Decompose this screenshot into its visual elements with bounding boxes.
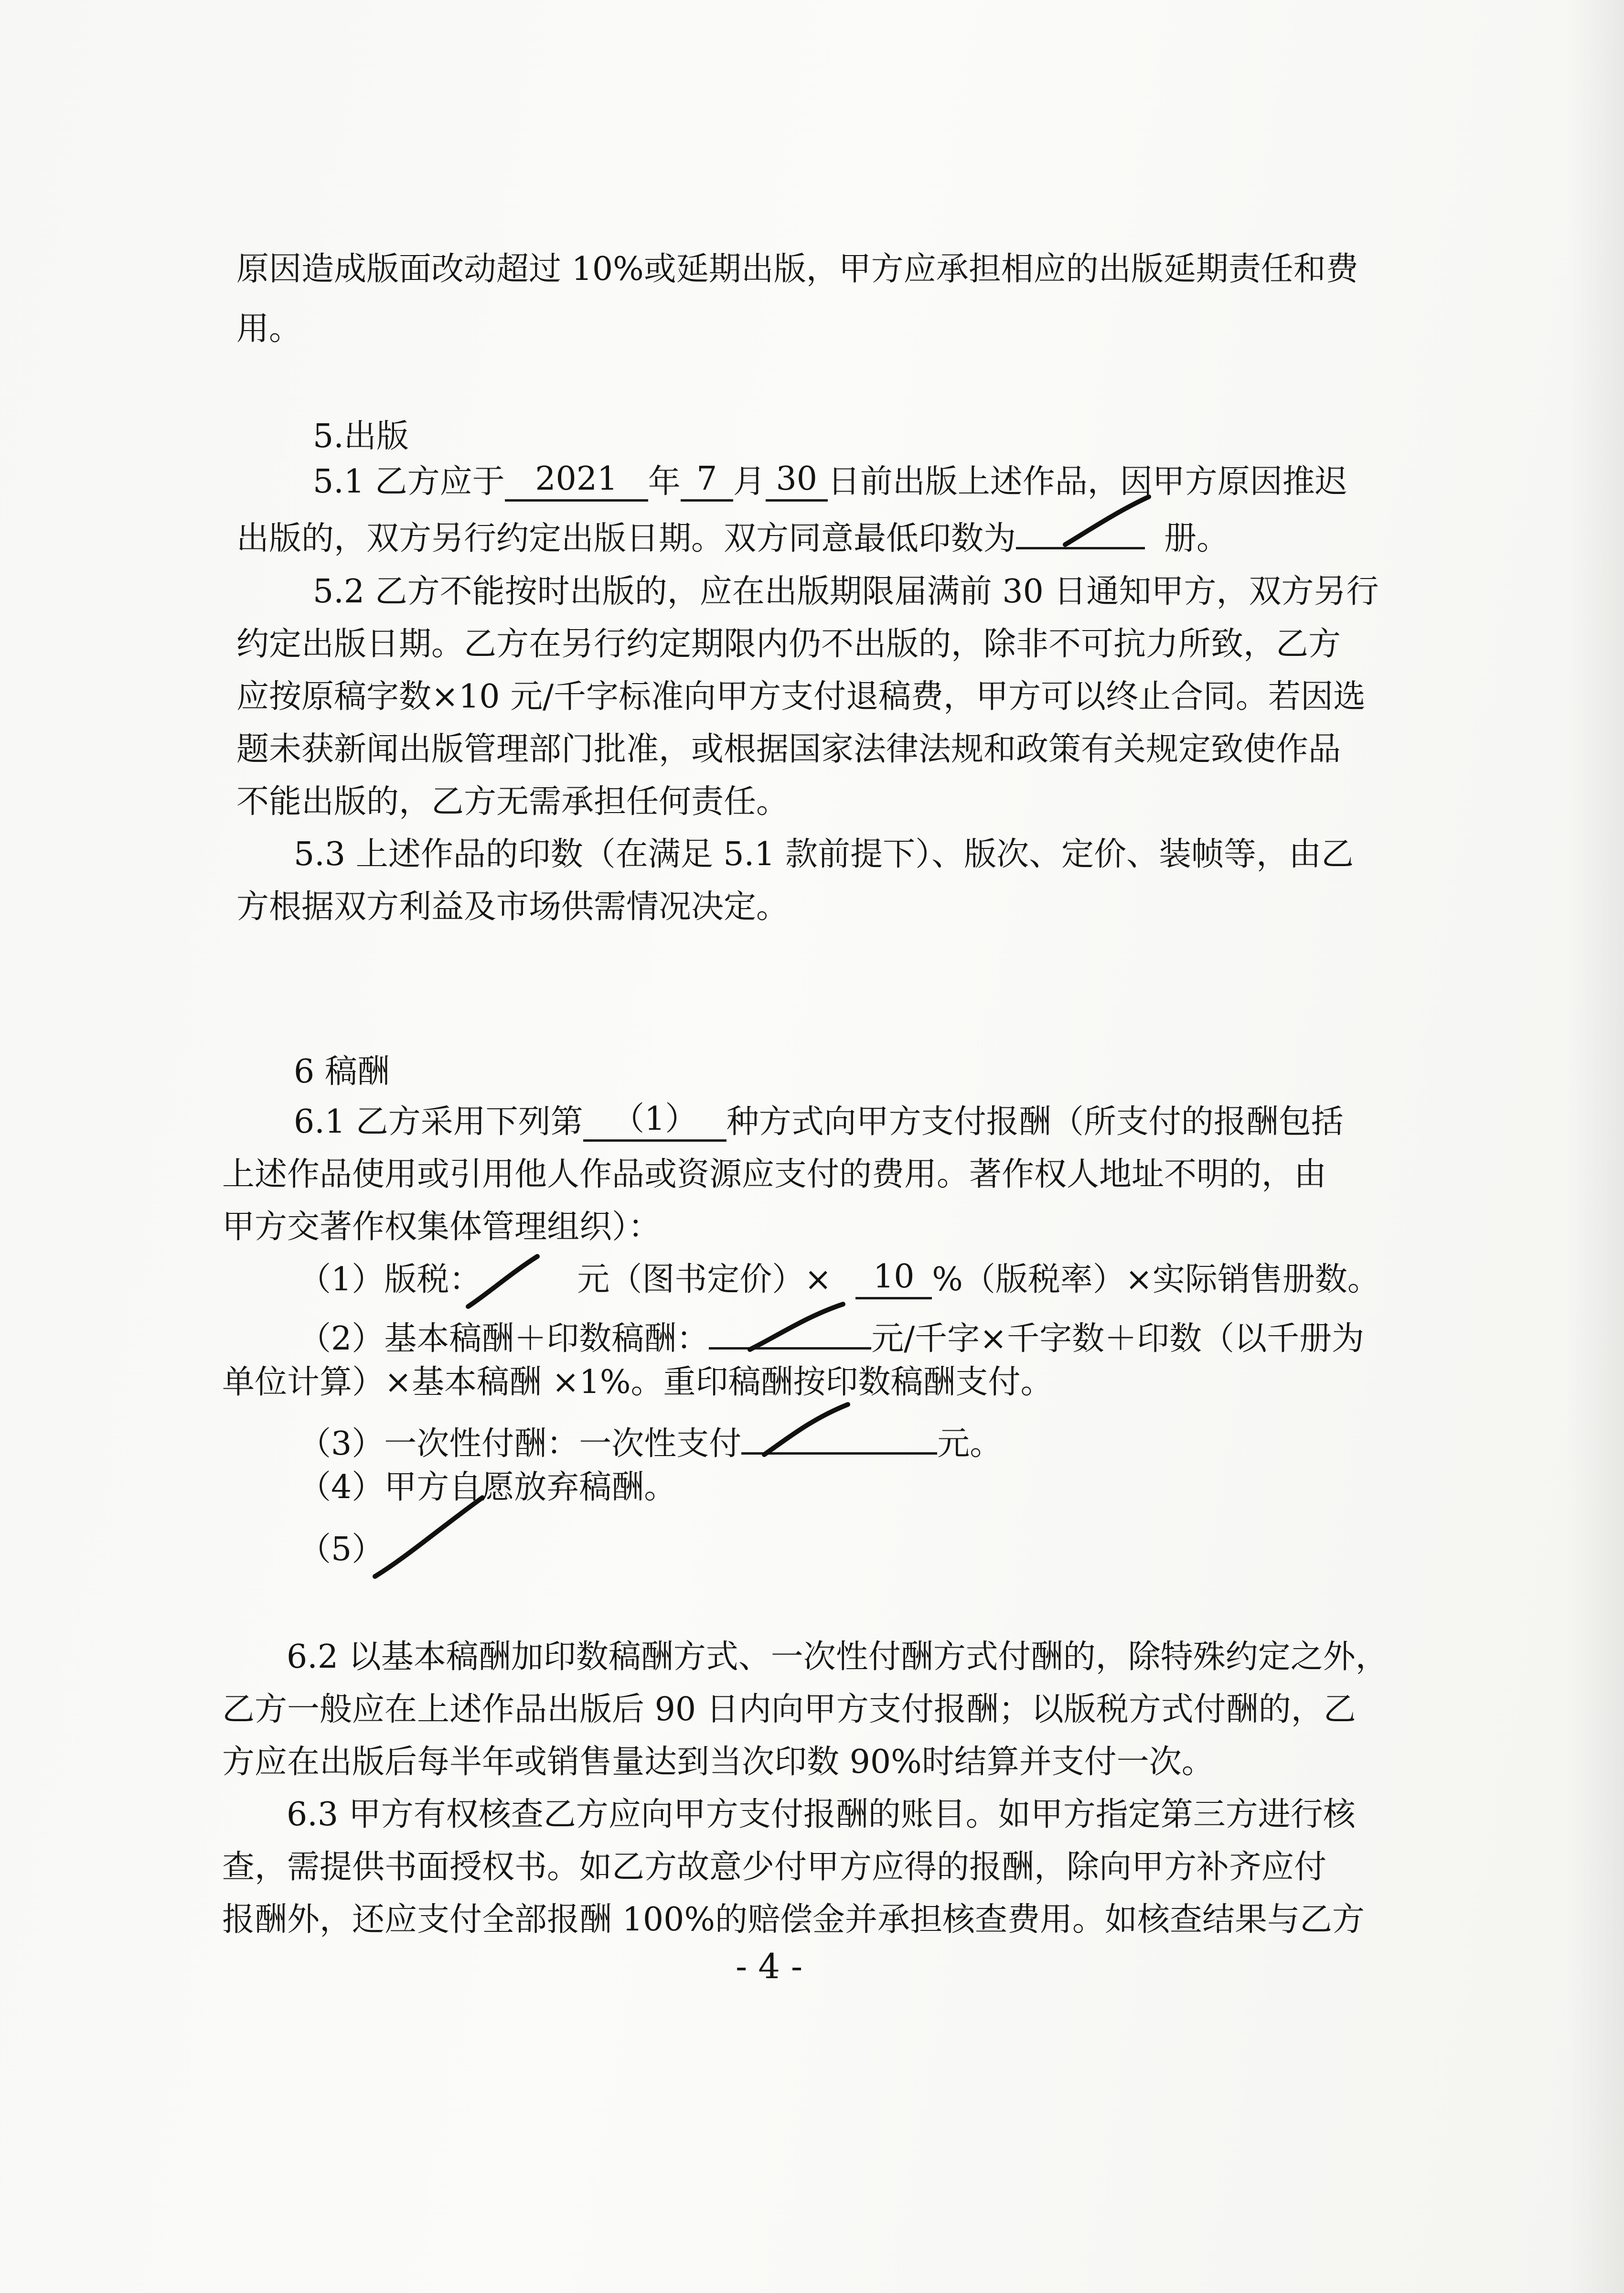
year-value: 2021 — [535, 460, 618, 498]
option-3-suffix: 元。 — [937, 1425, 1003, 1463]
option-1-prefix: （1）版税： — [299, 1261, 482, 1298]
option-5-slash-mark — [368, 1490, 492, 1586]
option-1-suffix: %（版税率）×实际销售册数。 — [932, 1261, 1380, 1298]
clause-6-1-line-1 — [294, 1100, 1344, 1142]
page-number: - 4 - — [736, 1946, 803, 1986]
section-5-heading: 5.出版 — [313, 418, 409, 455]
clause-5-1-line-2-prefix: 出版的，双方另行约定出版日期。双方同意最低印数为 — [236, 520, 1016, 557]
clause-5-3-line-2: 方根据双方利益及市场供需情况决定。 — [236, 888, 789, 926]
clause-6-2-line-3: 方应在出版后每半年或销售量达到当次印数 90%时结算并支付一次。 — [222, 1743, 1214, 1781]
clause-5-2-line-5: 不能出版的，乙方无需承担任何责任。 — [236, 783, 789, 821]
payment-choice-value: （1） — [612, 1100, 698, 1138]
clause-5-1-prefix: 5.1 乙方应于 — [313, 463, 505, 501]
option-3-line — [299, 1419, 1003, 1463]
page-edge-shadow — [1567, 0, 1624, 2293]
clause-5-2-line-3: 应按原稿字数×10 元/千字标准向甲方支付退稿费，甲方可以终止合同。若因选 — [236, 678, 1366, 716]
clause-6-1-line-2: 上述作品使用或引用他人作品或资源应支付的费用。著作权人地址不明的，由 — [222, 1156, 1327, 1193]
option-2-suffix: 元/千字×千字数＋印数（以千册为 — [871, 1320, 1365, 1358]
min-print-slash-mark — [1060, 492, 1156, 554]
royalty-price-slash-mark — [463, 1252, 545, 1314]
option-2-prefix: （2）基本稿酬＋印数稿酬： — [299, 1320, 709, 1358]
clause-6-3-line-3: 报酬外，还应支付全部报酬 100%的赔偿金并承担核查费用。如核查结果与乙方 — [222, 1901, 1365, 1939]
option-2-line-2: 单位计算）×基本稿酬 ×1%。重印稿酬按印数稿酬支付。 — [222, 1363, 1053, 1401]
clause-6-3-line-1: 6.3 甲方有权核查乙方应向甲方支付报酬的账目。如甲方指定第三方进行核 — [287, 1796, 1356, 1833]
clause-5-2-line-1: 5.2 乙方不能按时出版的，应在出版期限届满前 30 日通知甲方，双方另行 — [313, 573, 1379, 611]
option-1-mid: 元（图书定价）× — [577, 1261, 832, 1298]
continued-line-1: 原因造成版面改动超过 10%或延期出版，甲方应承担相应的出版延期责任和费 — [236, 250, 1358, 288]
royalty-rate-value: 10 — [873, 1258, 915, 1296]
clause-5-2-line-2: 约定出版日期。乙方在另行约定期限内仍不出版的，除非不可抗力所致，乙方 — [236, 625, 1341, 663]
clause-5-2-line-4: 题未获新闻出版管理部门批准，或根据国家法律法规和政策有关规定致使作品 — [236, 730, 1341, 768]
option-5-line: （5） — [299, 1531, 385, 1568]
clause-6-1-suffix: 种方式向甲方支付报酬（所支付的报酬包括 — [726, 1103, 1344, 1141]
base-fee-slash-mark — [745, 1299, 850, 1357]
clause-6-3-line-2: 查，需提供书面授权书。如乙方故意少付甲方应得的报酬，除向甲方补齐应付 — [222, 1848, 1327, 1886]
year-unit: 年 — [648, 463, 681, 501]
lump-sum-slash-mark — [759, 1400, 855, 1462]
payment-choice-blank — [583, 1100, 727, 1142]
clause-6-2-line-1: 6.2 以基本稿酬加印数稿酬方式、一次性付酬方式付酬的，除特殊约定之外， — [287, 1638, 1388, 1676]
clause-6-1-line-3: 甲方交著作权集体管理组织）： — [222, 1208, 661, 1246]
clause-5-1-line-1 — [313, 460, 1347, 502]
day-blank — [766, 460, 828, 502]
clause-5-3-line-1: 5.3 上述作品的印数（在满足 5.1 款前提下）、版次、定价、装帧等，由乙 — [294, 836, 1354, 873]
month-blank — [681, 460, 733, 502]
clause-5-1-line-2-suffix: 册。 — [1164, 520, 1229, 557]
month-unit: 月 — [733, 463, 766, 501]
year-blank — [505, 460, 648, 502]
section-6-heading: 6 稿酬 — [294, 1053, 390, 1091]
option-3-prefix: （3）一次性付酬：一次性支付 — [299, 1425, 742, 1463]
day-value: 30 — [776, 460, 818, 498]
month-value: 7 — [696, 460, 717, 498]
continued-line-2: 用。 — [236, 310, 302, 348]
clause-6-2-line-2: 乙方一般应在上述作品出版后 90 日内向甲方支付报酬；以版税方式付酬的，乙 — [222, 1691, 1356, 1728]
option-1-line — [299, 1258, 1380, 1299]
royalty-rate-blank — [855, 1258, 932, 1299]
clause-6-1-prefix: 6.1 乙方采用下列第 — [294, 1103, 583, 1141]
option-4-line: （4）甲方自愿放弃稿酬。 — [299, 1468, 677, 1506]
clause-5-1-suffix: 日前出版上述作品，因甲方原因推迟 — [827, 463, 1347, 501]
